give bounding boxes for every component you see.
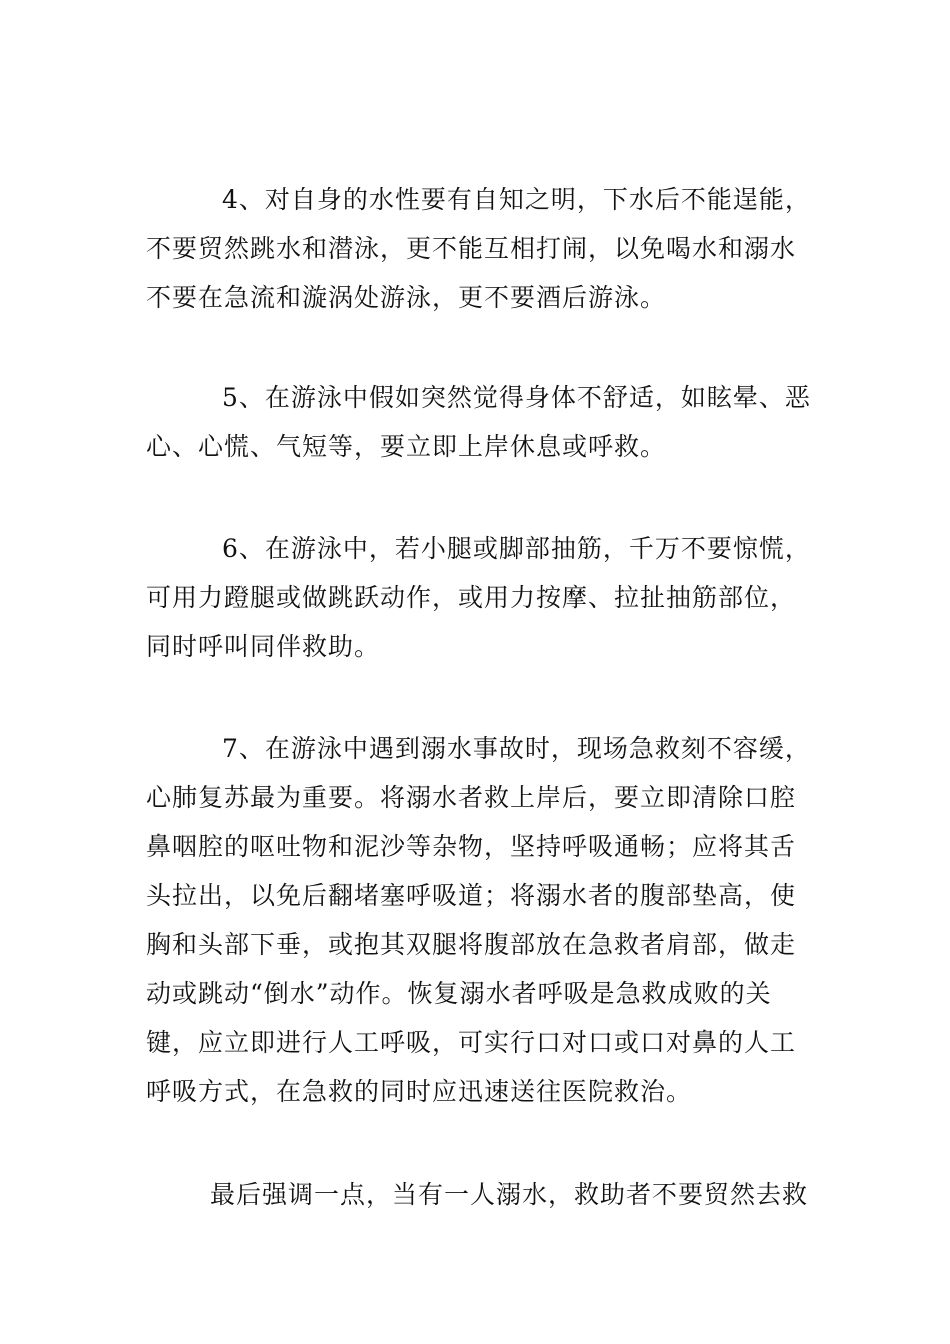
paragraph-line: 最后强调一点，当有一人溺水，救助者不要贸然去救 — [210, 1180, 809, 1209]
paragraph-line: 鼻咽腔的呕吐物和泥沙等杂物，坚持呼吸通畅；应将其舌 — [146, 832, 797, 861]
paragraph-line: 胸和头部下垂，或抱其双腿将腹部放在急救者肩部，做走 — [146, 930, 797, 959]
paragraph-line: 4、对自身的水性要有自知之明，下水后不能逞能， — [222, 185, 811, 214]
paragraph-line: 头拉出，以免后翻堵塞呼吸道；将溺水者的腹部垫高，使 — [146, 881, 797, 910]
paragraph-line: 不要在急流和漩涡处游泳，更不要酒后游泳。 — [146, 283, 667, 312]
paragraph-line: 5、在游泳中假如突然觉得身体不舒适，如眩晕、恶 — [222, 383, 811, 412]
paragraph-line: 6、在游泳中，若小腿或脚部抽筋，千万不要惊慌， — [222, 534, 811, 563]
paragraph-line: 7、在游泳中遇到溺水事故时，现场急救刻不容缓， — [222, 734, 811, 763]
paragraph-line: 心、心慌、气短等，要立即上岸休息或呼救。 — [146, 432, 667, 461]
paragraph-line: 动或跳动“倒水”动作。恢复溺水者呼吸是急救成败的关 — [146, 979, 772, 1008]
paragraph-line: 呼吸方式，在急救的同时应迅速送往医院救治。 — [146, 1077, 693, 1106]
paragraph-line: 可用力蹬腿或做跳跃动作，或用力按摩、拉扯抽筋部位， — [146, 583, 797, 612]
paragraph-line: 键，应立即进行人工呼吸，可实行口对口或口对鼻的人工 — [146, 1028, 797, 1057]
paragraph-line: 心肺复苏最为重要。将溺水者救上岸后，要立即清除口腔 — [146, 783, 797, 812]
paragraph-line: 同时呼叫同伴救助。 — [146, 632, 381, 661]
paragraph-line: 不要贸然跳水和潜泳，更不能互相打闹，以免喝水和溺水 — [146, 234, 797, 263]
